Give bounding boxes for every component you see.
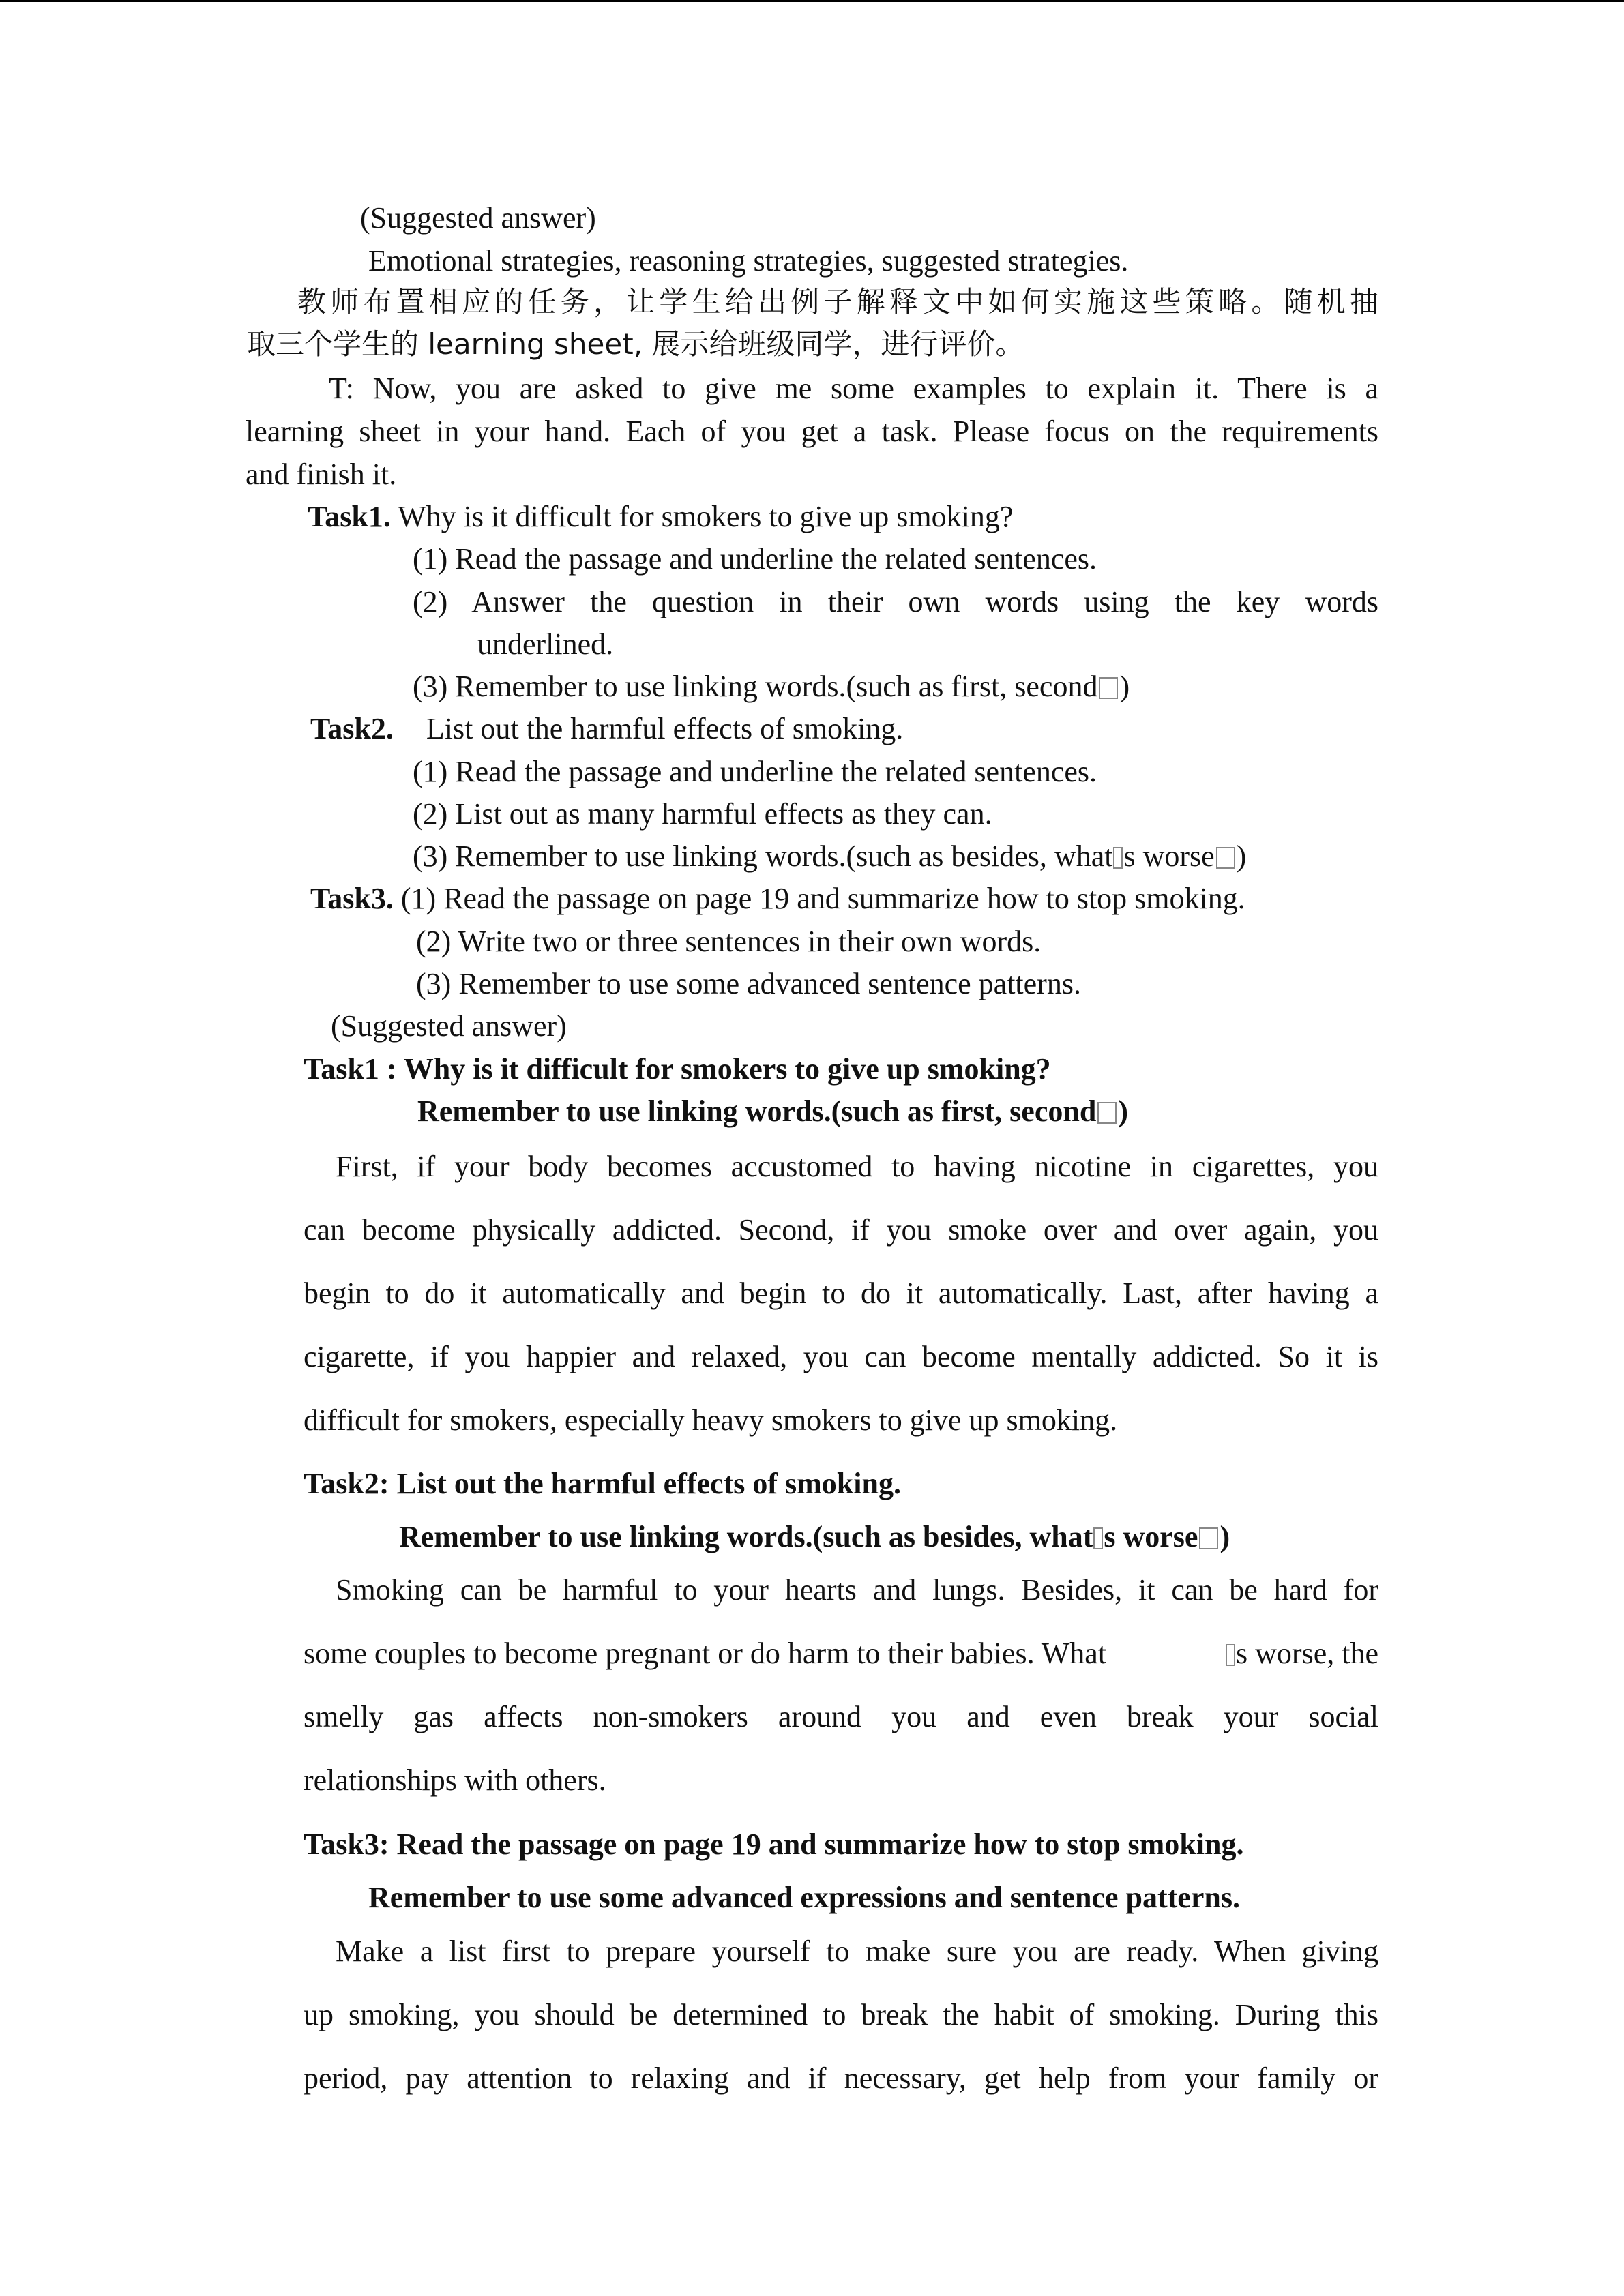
task3-label: Task3.	[310, 882, 394, 915]
answer2-subheading-text-b: s worse	[1104, 1520, 1198, 1553]
answer3-heading: Task3: Read the passage on page 19 and summarize how to stop smoking.	[304, 1828, 1244, 1861]
teacher-line-3: and finish it.	[246, 458, 397, 491]
missing-glyph-box	[1226, 1644, 1235, 1666]
missing-glyph-box	[1113, 847, 1123, 869]
task2-step-2: (2) List out as many harmful effects as they can.	[413, 797, 992, 831]
task1-step-2-cont: underlined.	[477, 627, 614, 661]
answer1-para-line-4: cigarette, if you happier and relaxed, you can become mentally addicted. So it is	[304, 1340, 1378, 1373]
chinese-instruction-line-2: 取三个学生的 learning sheet, 展示给班级同学，进行评价。	[247, 327, 1024, 361]
task2-step-1: (1) Read the passage and underline the related sentences.	[413, 755, 1097, 788]
task1-step-2: (2) Answer the question in their own words using the key words	[413, 585, 1378, 618]
missing-glyph-box	[1199, 1527, 1218, 1549]
answer2-para-line-2	[304, 1635, 1378, 1673]
task1-label: Task1.	[308, 500, 391, 533]
missing-glyph-box	[1093, 1527, 1103, 1549]
suggested-answer-label: (Suggested answer)	[360, 201, 596, 235]
answer2-subheading: Remember to use linking words.(such as besides, what s worse )	[399, 1520, 1230, 1553]
answer3-para-line-3: period, pay attention to relaxing and if necessary, get help from your family or	[304, 2061, 1378, 2095]
chinese-instruction-line-1: 教师布置相应的任务，让学生给出例子解释文中如何实施这些策略。随机抽	[297, 285, 1378, 318]
task2-text: List out the harmful effects of smoking.	[426, 712, 904, 745]
answer2-para-line-2-text-a: some couples to become pregnant or do harm to their babies. What	[304, 1637, 1107, 1670]
task1-step-1: (1) Read the passage and underline the related sentences.	[413, 542, 1097, 576]
answer2-para-line-3: smelly gas affects non-smokers around you and even break your social	[304, 1700, 1378, 1733]
task1-text: Why is it difficult for smokers to give up smoking?	[390, 500, 1014, 533]
teacher-line-2: learning sheet in your hand. Each of you get a task. Please focus on the requirements	[246, 415, 1378, 448]
answer1-para-line-1: First, if your body becomes accustomed to having nicotine in cigarettes, you	[336, 1150, 1378, 1183]
strategies-answer: Emotional strategies, reasoning strategies, suggested strategies.	[368, 244, 1129, 278]
teacher-line-1: T: Now, you are asked to give me some examples to explain it. There is a	[329, 372, 1378, 405]
task3-step-3: (3) Remember to use some advanced sentence patterns.	[416, 967, 1081, 1000]
answer3-para-line-2: up smoking, you should be determined to break the habit of smoking. During this	[304, 1998, 1378, 2031]
suggested-answer-label-2: (Suggested answer)	[331, 1009, 567, 1043]
answer2-para-line-1: Smoking can be harmful to your hearts and lungs. Besides, it can be hard for	[336, 1573, 1378, 1607]
task3-step-1: (1) Read the passage on page 19 and summarize how to stop smoking.	[393, 882, 1245, 915]
page-top-border	[0, 0, 1624, 2]
task1-title	[308, 498, 1013, 536]
task2-label: Task2.	[310, 712, 394, 745]
answer2-heading: Task2: List out the harmful effects of smoking.	[304, 1467, 901, 1500]
missing-glyph-box	[1097, 1102, 1117, 1124]
missing-glyph-box	[1099, 677, 1118, 699]
answer1-para-line-5: difficult for smokers, especially heavy smokers to give up smoking.	[304, 1403, 1118, 1437]
answer1-subheading: Remember to use linking words.(such as first, second )	[417, 1094, 1128, 1128]
task2-step-3: (3) Remember to use linking words.(such as besides, what s worse )	[413, 839, 1247, 873]
task1-step-3-text: (3) Remember to use linking words.(such as first, second	[413, 670, 1098, 703]
task2-title	[310, 710, 903, 748]
answer1-subheading-text: Remember to use linking words.(such as first, second	[417, 1094, 1097, 1128]
task2-step-3-text-b: s worse	[1123, 839, 1215, 873]
task1-step-3: (3) Remember to use linking words.(such as first, second )	[413, 670, 1130, 703]
task2-step-3-text-a: (3) Remember to use linking words.(such as besides, what	[413, 839, 1113, 873]
answer2-para-line-4: relationships with others.	[304, 1763, 606, 1797]
task3-title	[310, 880, 1245, 918]
answer3-para-line-1: Make a list first to prepare yourself to make sure you are ready. When giving	[336, 1935, 1378, 1968]
answer3-subheading: Remember to use some advanced expressions and sentence patterns.	[368, 1881, 1240, 1914]
answer1-heading: Task1 : Why is it difficult for smokers to give up smoking?	[304, 1052, 1051, 1086]
task3-step-2: (2) Write two or three sentences in their own words.	[416, 925, 1042, 958]
missing-glyph-box	[1216, 847, 1235, 869]
answer2-para-line-2-text-b: s worse, the	[1236, 1637, 1378, 1670]
answer1-para-line-2: can become physically addicted. Second, if you smoke over and over again, you	[304, 1213, 1378, 1247]
answer2-subheading-text-a: Remember to use linking words.(such as besides, what	[399, 1520, 1093, 1553]
answer1-para-line-3: begin to do it automatically and begin to do it automatically. Last, after having a	[304, 1277, 1378, 1310]
